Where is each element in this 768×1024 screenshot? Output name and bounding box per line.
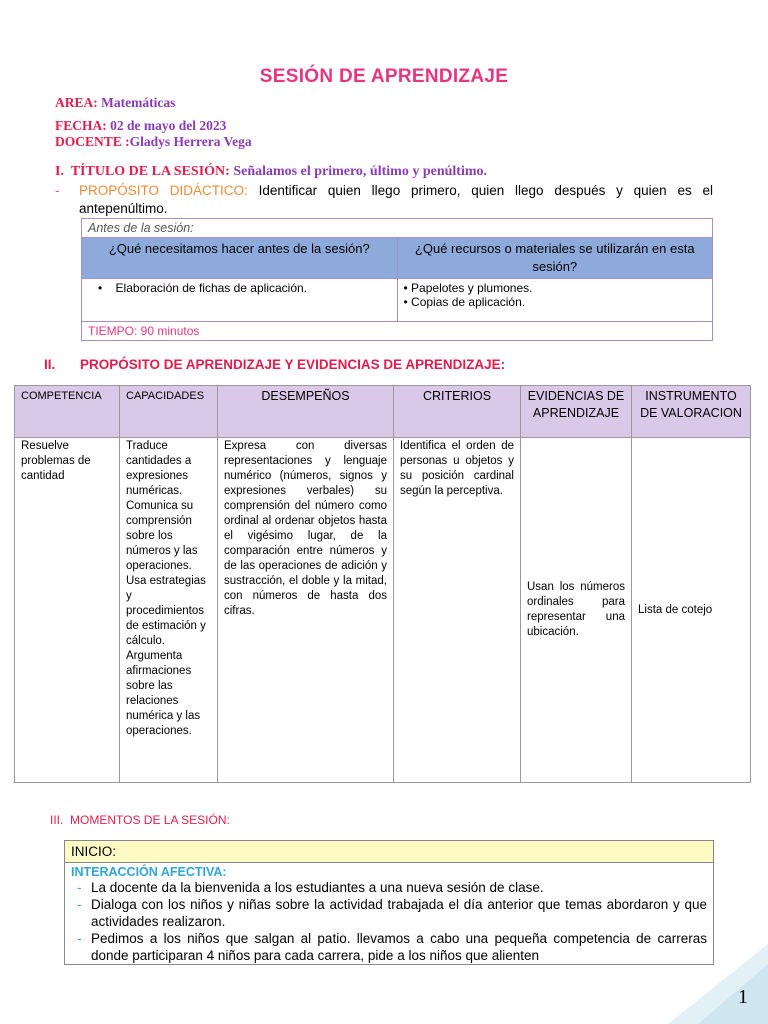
fecha-line	[55, 118, 226, 134]
cell-criterios: Identifica el orden de personas u objetos y su posición cardinal según la perceptiva.	[394, 438, 521, 783]
cell-capacidades: Traduce cantidades a expresiones numéricas. Comunica su comprensión sobre los números y las operaciones. Usa estrategias y procedimientos de estimación y cálculo. Argumenta afirmaciones sobre las relaciones numérica y las operaciones.	[120, 438, 218, 783]
antes-col1-header: ¿Qué necesitamos hacer antes de la sesión?	[82, 238, 398, 279]
section-1-label: TÍTULO DE LA SESIÓN:	[70, 164, 230, 179]
header-instrumento: INSTRUMENTO DE VALORACION	[632, 386, 751, 438]
area-label: AREA:	[55, 95, 98, 110]
inicio-box	[64, 840, 714, 965]
antes-col2-item: • Copias de aplicación.	[403, 295, 526, 309]
docente-line	[55, 134, 252, 150]
page-title: SESIÓN DE APRENDIZAJE	[259, 66, 509, 87]
section-1-numeral: I.	[55, 164, 64, 179]
interaccion-afectiva-heading: INTERACCIÓN AFECTIVA:	[71, 865, 227, 879]
list-item: - Dialoga con los niños y niñas sobre la actividad trabajada el día anterior que temas abordaron y que actividades realizaron.	[77, 897, 707, 929]
proposito-dash: -	[55, 183, 60, 198]
header-capacidades: CAPACIDADES	[120, 386, 218, 438]
cell-instrumento: Lista de cotejo	[632, 438, 751, 783]
dash-bullet: -	[77, 931, 82, 946]
header-desempenos: DESEMPEÑOS	[218, 386, 394, 438]
cell-evidencias: Usan los números ordinales para representar una ubicación.	[521, 438, 632, 783]
antes-table	[81, 218, 713, 341]
section-3-heading	[50, 813, 230, 827]
section-2-label: PROPÓSITO DE APRENDIZAJE Y EVIDENCIAS DE APRENDIZAJE:	[80, 357, 506, 372]
inicio-header: INICIO:	[65, 841, 713, 863]
list-item: - Pedimos a los niños que salgan al patio. llevamos a cabo una pequeña competencia de carreras donde participaran 4 niños para cada carrera, pide a los niños que alienten	[77, 931, 707, 963]
cell-competencia: Resuelve problemas de cantidad	[15, 438, 120, 783]
tiempo: TIEMPO: 90 minutos	[82, 322, 713, 341]
section-3-numeral: III.	[50, 813, 64, 827]
section-3-label: MOMENTOS DE LA SESIÓN:	[70, 813, 230, 827]
antes-caption: Antes de la sesión:	[82, 219, 713, 238]
area-value: Matemáticas	[101, 95, 176, 110]
antes-col2-cell	[397, 279, 713, 322]
docente-label: DOCENTE :	[55, 134, 130, 149]
cell-desempenos: Expresa con diversas representaciones y lenguaje numérico (números, signos y expresiones verbales) su comprensión del número como ordinal al ordenar objetos hasta el vigésimo lugar, de la comparación entre números y de las operaciones de adición y sustracción, el doble y la mitad, con números de hasta dos cifras.	[218, 438, 394, 783]
section-2-numeral: II.	[44, 357, 56, 372]
evidencias-table	[14, 385, 751, 783]
list-item: - La docente da la bienvenida a los estudiantes a una nueva sesión de clase.	[77, 880, 544, 895]
fecha-value: 02 de mayo del 2023	[110, 118, 227, 133]
dash-bullet: -	[77, 880, 82, 895]
section-1-heading	[55, 164, 487, 180]
header-evidencias: EVIDENCIAS DE APRENDIZAJE	[521, 386, 632, 438]
proposito-label: PROPÓSITO DIDÁCTICO:	[79, 183, 248, 198]
page-number: 1	[738, 986, 748, 1008]
corner-decoration	[668, 944, 768, 1024]
section-1-value: Señalamos el primero, último y penúltimo.	[233, 164, 487, 179]
header-competencia: COMPETENCIA	[15, 386, 120, 438]
antes-col1-cell	[82, 279, 398, 322]
header-criterios: CRITERIOS	[394, 386, 521, 438]
dash-bullet: -	[77, 897, 82, 912]
docente-value: Gladys Herrera Vega	[129, 134, 252, 149]
antes-col2-header: ¿Qué recursos o materiales se utilizarán en esta sesión?	[397, 238, 713, 279]
proposito-text: Identificar quien llego primero, quien llego después y quien es el antepenúltimo.	[79, 183, 713, 216]
antes-col2-item: • Papelotes y plumones.	[403, 281, 533, 295]
section-2-heading	[44, 357, 505, 372]
antes-col1-item: • Elaboración de fichas de aplicación.	[98, 281, 308, 295]
fecha-label: FECHA:	[55, 118, 107, 133]
area-line	[55, 95, 175, 111]
proposito-didactico	[55, 182, 713, 218]
